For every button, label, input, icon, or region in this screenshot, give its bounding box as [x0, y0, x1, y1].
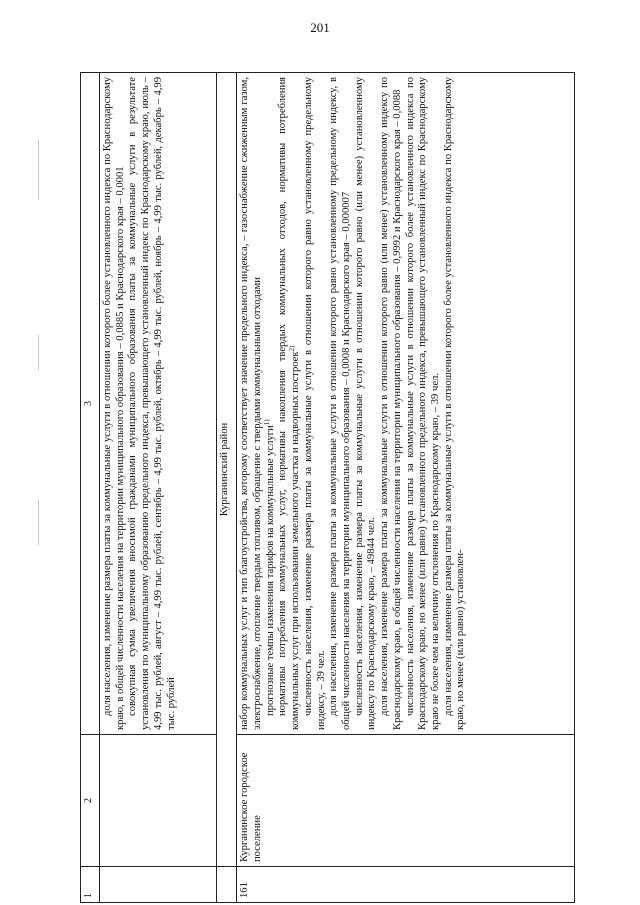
paragraph: доля населения, изменение размера платы за коммунальные услуги в отношении которого равно (или менее) установленному индексу по Краснодарскому краю, в общей численности населения на территории муниципального образования – 0,9992 и Краснодарского края – 0,0088 [379, 77, 403, 730]
cell-continued-text [100, 73, 217, 735]
header-col-3: 3 [81, 73, 100, 735]
region-cell-empty [217, 867, 237, 903]
paragraph: доля населения, изменение размера платы за коммунальные услуги в отношении которого более установленного индекса по Краснодарскому краю, в общей численности населения на территории муниципального образования – 0,0885 и Краснодарского края – 0,0001 [102, 77, 126, 730]
table-row-continued [100, 73, 217, 903]
page-number: 201 [310, 20, 330, 35]
cell-empty-number [100, 867, 217, 903]
region-row [217, 73, 237, 903]
header-col-1: 1 [81, 867, 100, 903]
table-row-161 [237, 73, 575, 903]
row-description [237, 73, 575, 735]
paragraph: численность населения, изменение размера платы за коммунальные услуги в отношении которого равно установленному предельному индексу, – 39 чел. [302, 77, 327, 730]
row-number: 161 [237, 867, 575, 903]
document-table [80, 72, 575, 903]
municipality-name: Курганинское городское поселение [237, 735, 575, 867]
footnote-ref: 1) [262, 419, 271, 426]
margin-mark-middle [38, 335, 39, 370]
header-col-2: 2 [81, 735, 100, 867]
table-header-row [81, 73, 100, 903]
paragraph: совокупная сумма увеличения вносимой гражданами муниципального образования платы за коммунальные услуги в результате установления по муниципальному образованию предельного индекса, превышающего установленный индекс по Краснодарскому краю, июль – 4,99 тыс. рублей, август – 4,99 тыс. рублей, сентябрь – 4,99 тыс. рублей, октябрь – 4,99 тыс. рублей, ноябрь – 4,99 тыс. рублей, декабрь – 4,99 тыс. рублей [127, 77, 177, 730]
paragraph: доля населения, изменение размера платы за коммунальные услуги в отношении которого более установленного индекса по Краснодарскому краю, но менее (или равно) установлен- [442, 77, 467, 730]
paragraph: численность населения, изменение размера платы за коммунальные услуги в отношении которого равно (или менее) установленному индексу по Краснодарскому краю, – 49844 чел. [353, 77, 378, 730]
cell-empty-municipality [100, 735, 217, 867]
paragraph: доля населения, изменение размера платы за коммунальные услуги в отношении которого равно установленному предельному индексу, в общей численности населения на территории муниципального образования – 0,0008 и Краснодарского края – 0,000007 [328, 77, 352, 730]
rotated-table-frame [80, 73, 575, 903]
paragraph: прогнозные темпы изменения тарифов на коммунальные услуги$^{1)}$ [262, 419, 276, 716]
paragraph: набор коммунальных услуг и тип благоустройства, которому соответствует значение предельного индекса, – газоснабжение сжиженным газом, электроснабжение, отопление твердым топливом, обращение с твердыми коммунальными отходами [239, 77, 264, 730]
margin-mark-top [38, 140, 39, 200]
landscape-page [80, 73, 575, 903]
region-title: Курганинский район [217, 73, 237, 867]
paragraph: нормативы потребления коммунальных услуг, нормативы накопления твердых коммунальных отходов, нормативы потребления коммунальных услуг при использовании земельного участка и надворных построек$^{2)}$ [277, 77, 302, 730]
margin-mark-bottom [38, 500, 39, 545]
footnote-ref: 2) [288, 345, 297, 352]
paragraph: численность населения, изменение размера платы за коммунальные услуги в отношении которого более установленного индекса по Краснодарскому краю, но менее (или равно) установленного предельного индекса, превышающего установленный индекс по Краснодарскому краю не более чем на величину отклонения по Краснодарскому краю, – 39 чел. [404, 77, 441, 730]
